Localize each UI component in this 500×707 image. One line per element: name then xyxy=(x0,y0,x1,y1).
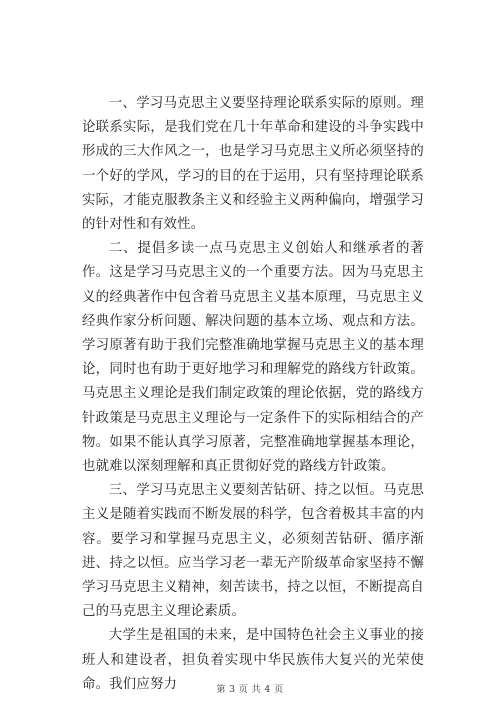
paragraph-students-mission: 大学生是祖国的未来，是中国特色社会主义事业的接班人和建设者，担负着实现中华民族伟大复兴的光荣使命。我们应努力 xyxy=(82,628,424,692)
document-body xyxy=(82,92,424,697)
paragraph-read-original-works: 二、提倡多读一点马克思主义创始人和继承者的著作。这是学习马克思主义的一个重要方法。因为马克思主义的经典著作中包含着马克思主义基本原理，马克思主义经典作家分析问题、解决问题的基本立场、观点和方法。学习原著有助于我们完整准确地掌握马克思主义的基本理论，同时也有助于更好地学习和理解党的路线方针政策。马克思主义理论是我们制定政策的理论依据，党的路线方针政策是马克思主义理论与一定条件下的实际相结合的产物。如果不能认真学习原著，完整准确地掌握基本理论，也就难以深刻理解和真正贯彻好党的路线方针政策。 xyxy=(82,241,424,475)
paragraph-diligent-study: 三、学习马克思主义要刻苦钻研、持之以恒。马克思主义是随着实践而不断发展的科学，包含着极其丰富的内容。要学习和掌握马克思主义，必须刻苦钻研、循序渐进、持之以恒。应当学习老一辈无产阶级革命家坚持不懈学习马克思主义精神，刻苦读书，持之以恒，不断提高自己的马克思主义理论素质。 xyxy=(82,483,424,620)
page-number-footer: 第 3 页 共 4 页 xyxy=(216,685,284,695)
paragraph-principle-theory-practice: 一、学习马克思主义要坚持理论联系实际的原则。理论联系实际，是我们党在几十年革命和建设的斗争实践中形成的三大作风之一，也是学习马克思主义所必须坚持的一个好的学风，学习的目的在于运用，只有坚持理论联系实际，才能克服教条主义和经验主义两种偏向，增强学习的针对性和有效性。 xyxy=(82,96,424,233)
